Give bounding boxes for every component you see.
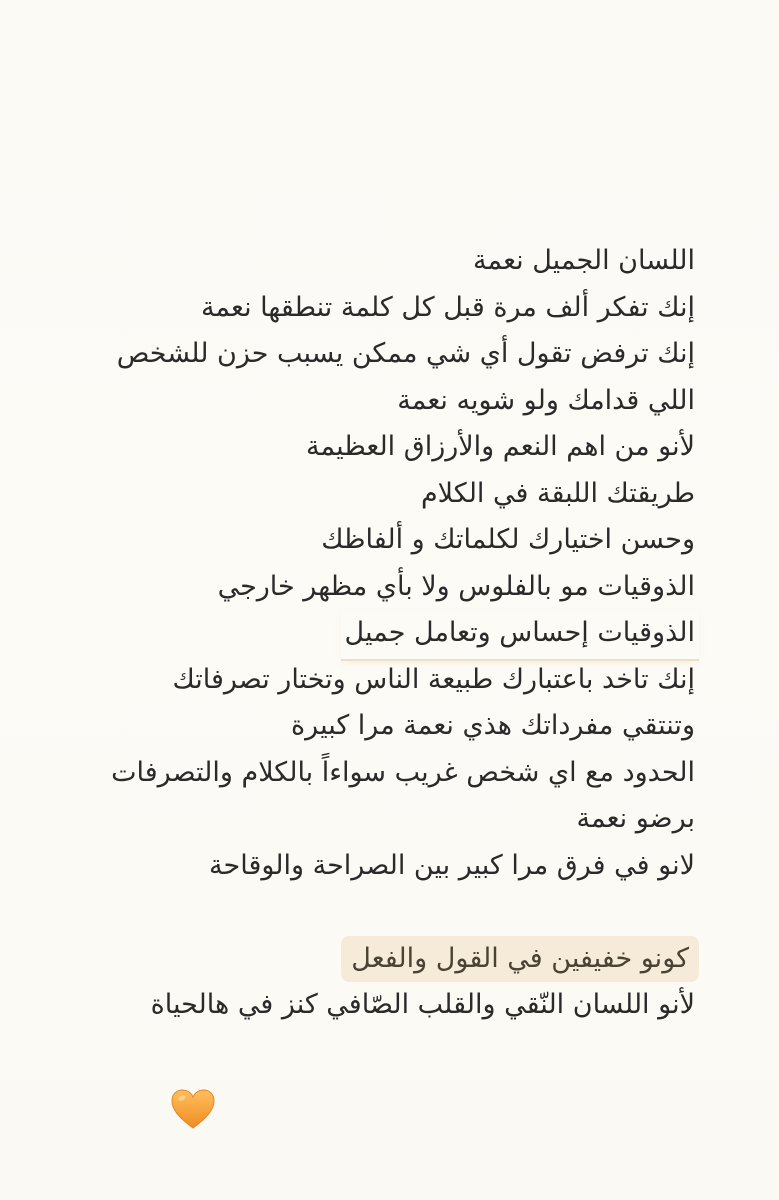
text-line: اللسان الجميل نعمة <box>473 245 695 276</box>
text-line: برضو نعمة <box>576 803 695 834</box>
text-line: اللي قدامك ولو شويه نعمة <box>397 384 695 416</box>
text-line: طريقتك اللبقة في الكلام <box>420 477 695 509</box>
text-line: إنك تاخد باعتبارك طبيعة الناس وتختار تصرفاتك <box>172 663 695 695</box>
text-line: وحسن اختيارك لكلماتك و ألفاظك <box>321 524 695 555</box>
text-line: لأنو من اهم النعم والأرزاق العظيمة <box>306 431 695 462</box>
blank-line <box>39 889 699 936</box>
text-line: الحدود مع اي شخص غريب سواءاً بالكلام والتصرفات <box>111 756 695 788</box>
text-line: لانو في فرق مرا كبير بين الصراحة والوقاحة <box>209 849 695 881</box>
highlighted-text-line: كونو خفيفين في القول والفعل <box>39 936 699 983</box>
text-line: إنك ترفض تقول أي شي ممكن يسبب حزن للشخص <box>116 338 695 369</box>
text-line: وتنتقي مفرداتك هذي نعمة مرا كبيرة <box>291 710 695 741</box>
text-line: إنك تفكر ألف مرة قبل كل كلمة تنطقها نعمة <box>200 291 695 323</box>
underlined-text-line: الذوقيات إحساس وتعامل جميل <box>39 610 699 657</box>
orange-heart-icon <box>170 1088 216 1130</box>
closing-text-line: لأنو اللسان النّقي والقلب الصّافي كنز في هالحياة <box>150 989 695 1020</box>
text-line: الذوقيات مو بالفلوس ولا بأي مظهر خارجي <box>217 570 695 602</box>
poem-text-block <box>39 238 699 1029</box>
